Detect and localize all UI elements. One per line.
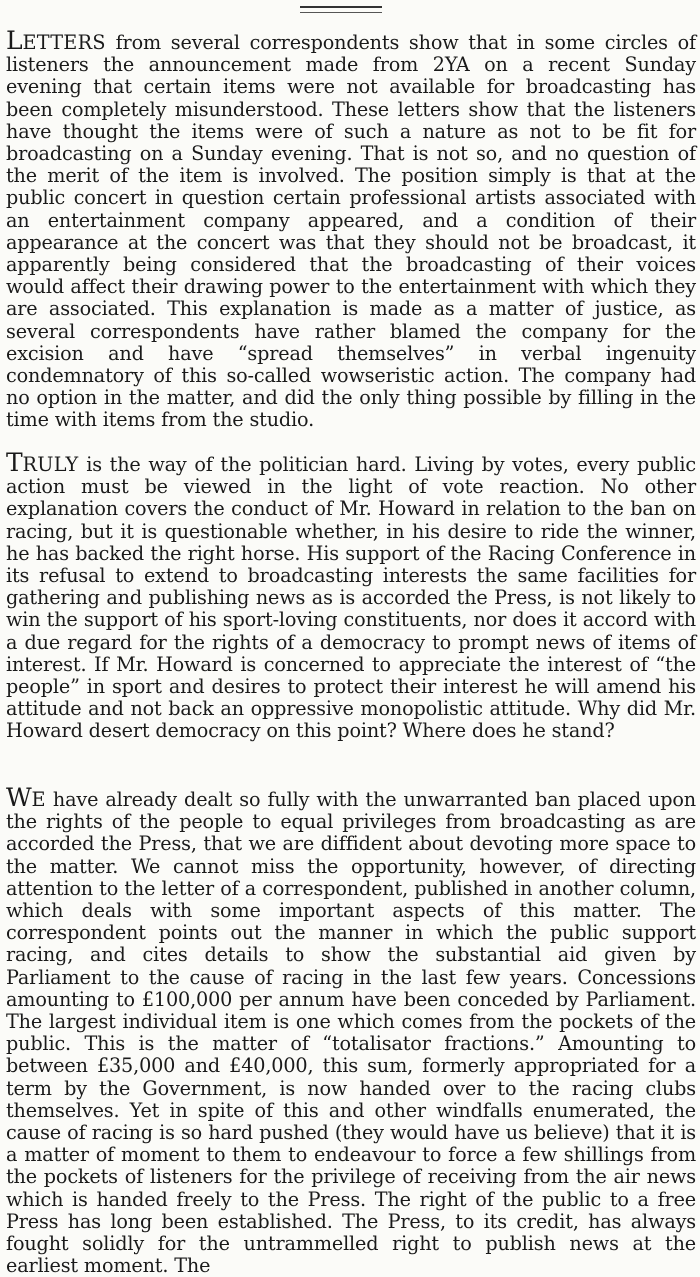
paragraph-text: from several correspondents show that in some circles of listeners the announcement made from 2YA on a recent Sunday evening that certain items were not available for broadcasting has been completely misunderstood. These letters show that the listeners have thought the items were of such a nature as not to be fit for broadcasting on a Sunday evening. That is not so, and no question of the merit of the item is involved. The position simply is that at the public concert in question certain professional artists associated with an entertainment company appeared, and a condition of their appearance at the concert was that they should not be broadcast, it apparently being considered that the broadcasting of their voices would affect their drawing power to the entertainment with which they are associated. This explanation is made as a matter of justice, as several correspondents have rather blamed the company for the excision and have “spread themselves” in verbal ingenuity condemnatory of this so-called wowseristic action. The company had no option in the matter, and did the only thing possible by filling in the time with items from the studio. <box>6 31 696 432</box>
lead-word: ETTERS <box>22 31 106 54</box>
lead-word: E <box>31 788 46 811</box>
drop-cap: L <box>6 26 23 55</box>
lead-word: RULY <box>22 453 79 476</box>
paragraph-we <box>6 783 696 1277</box>
drop-cap: T <box>6 448 23 477</box>
paragraph-text: have already dealt so fully with the unwarranted ban placed upon the rights of the people to equal privileges from broadcasting as are accorded the Press, that we are diffident about devoting more space to the matter. We cannot miss the opportunity, however, of directing attention to the letter of a correspondent, published in another column, which deals with some important aspects of this matter. The correspondent points out the manner in which the public support racing, and cites details to show the substantial aid given by Parliament to the cause of racing in the last few years. Concessions amounting to £100,000 per annum have been conceded by Parliament. The largest individual item is one which comes from the pockets of the public. This is the matter of “totalisator fractions.” Amounting to between £35,000 and £40,000, this sum, formerly appropriated for a term by the Government, is now handed over to the racing clubs themselves. Yet in spite of this and other windfalls enumerated, the cause of racing is so hard pushed (they would have us believe) that it is a matter of moment to them to endeavour to force a few shillings from the pockets of listeners for the privilege of receiving from the air news which is handed freely to the Press. The right of the public to a free Press has long been established. The Press, to its credit, has always fought solidly for the untrammelled right to publish news at the earliest moment. The <box>6 788 696 1277</box>
header-rule <box>300 6 382 13</box>
paragraph-letters <box>6 26 696 432</box>
drop-cap: W <box>6 783 32 812</box>
paragraph-text: is the way of the politician hard. Living by votes, every public action must be viewed in the light of vote reaction. No other explanation covers the conduct of Mr. Howard in relation to the ban on racing, but it is questionable whether, in his desire to ride the winner, he has backed the right horse. His support of the Racing Conference in its refusal to extend to broadcasting interests the same facilities for gathering and publishing news as is accorded the Press, is not likely to win the support of his sport-loving constituents, nor does it accord with a due regard for the rights of a democracy to prompt news of items of interest. If Mr. Howard is concerned to appreciate the interest of “the people” in sport and desires to protect their interest he will amend his attitude and not back an oppressive monopolistic attitude. Why did Mr. Howard desert democracy on this point? Where does he stand? <box>6 453 696 743</box>
paragraph-truly <box>6 448 696 743</box>
